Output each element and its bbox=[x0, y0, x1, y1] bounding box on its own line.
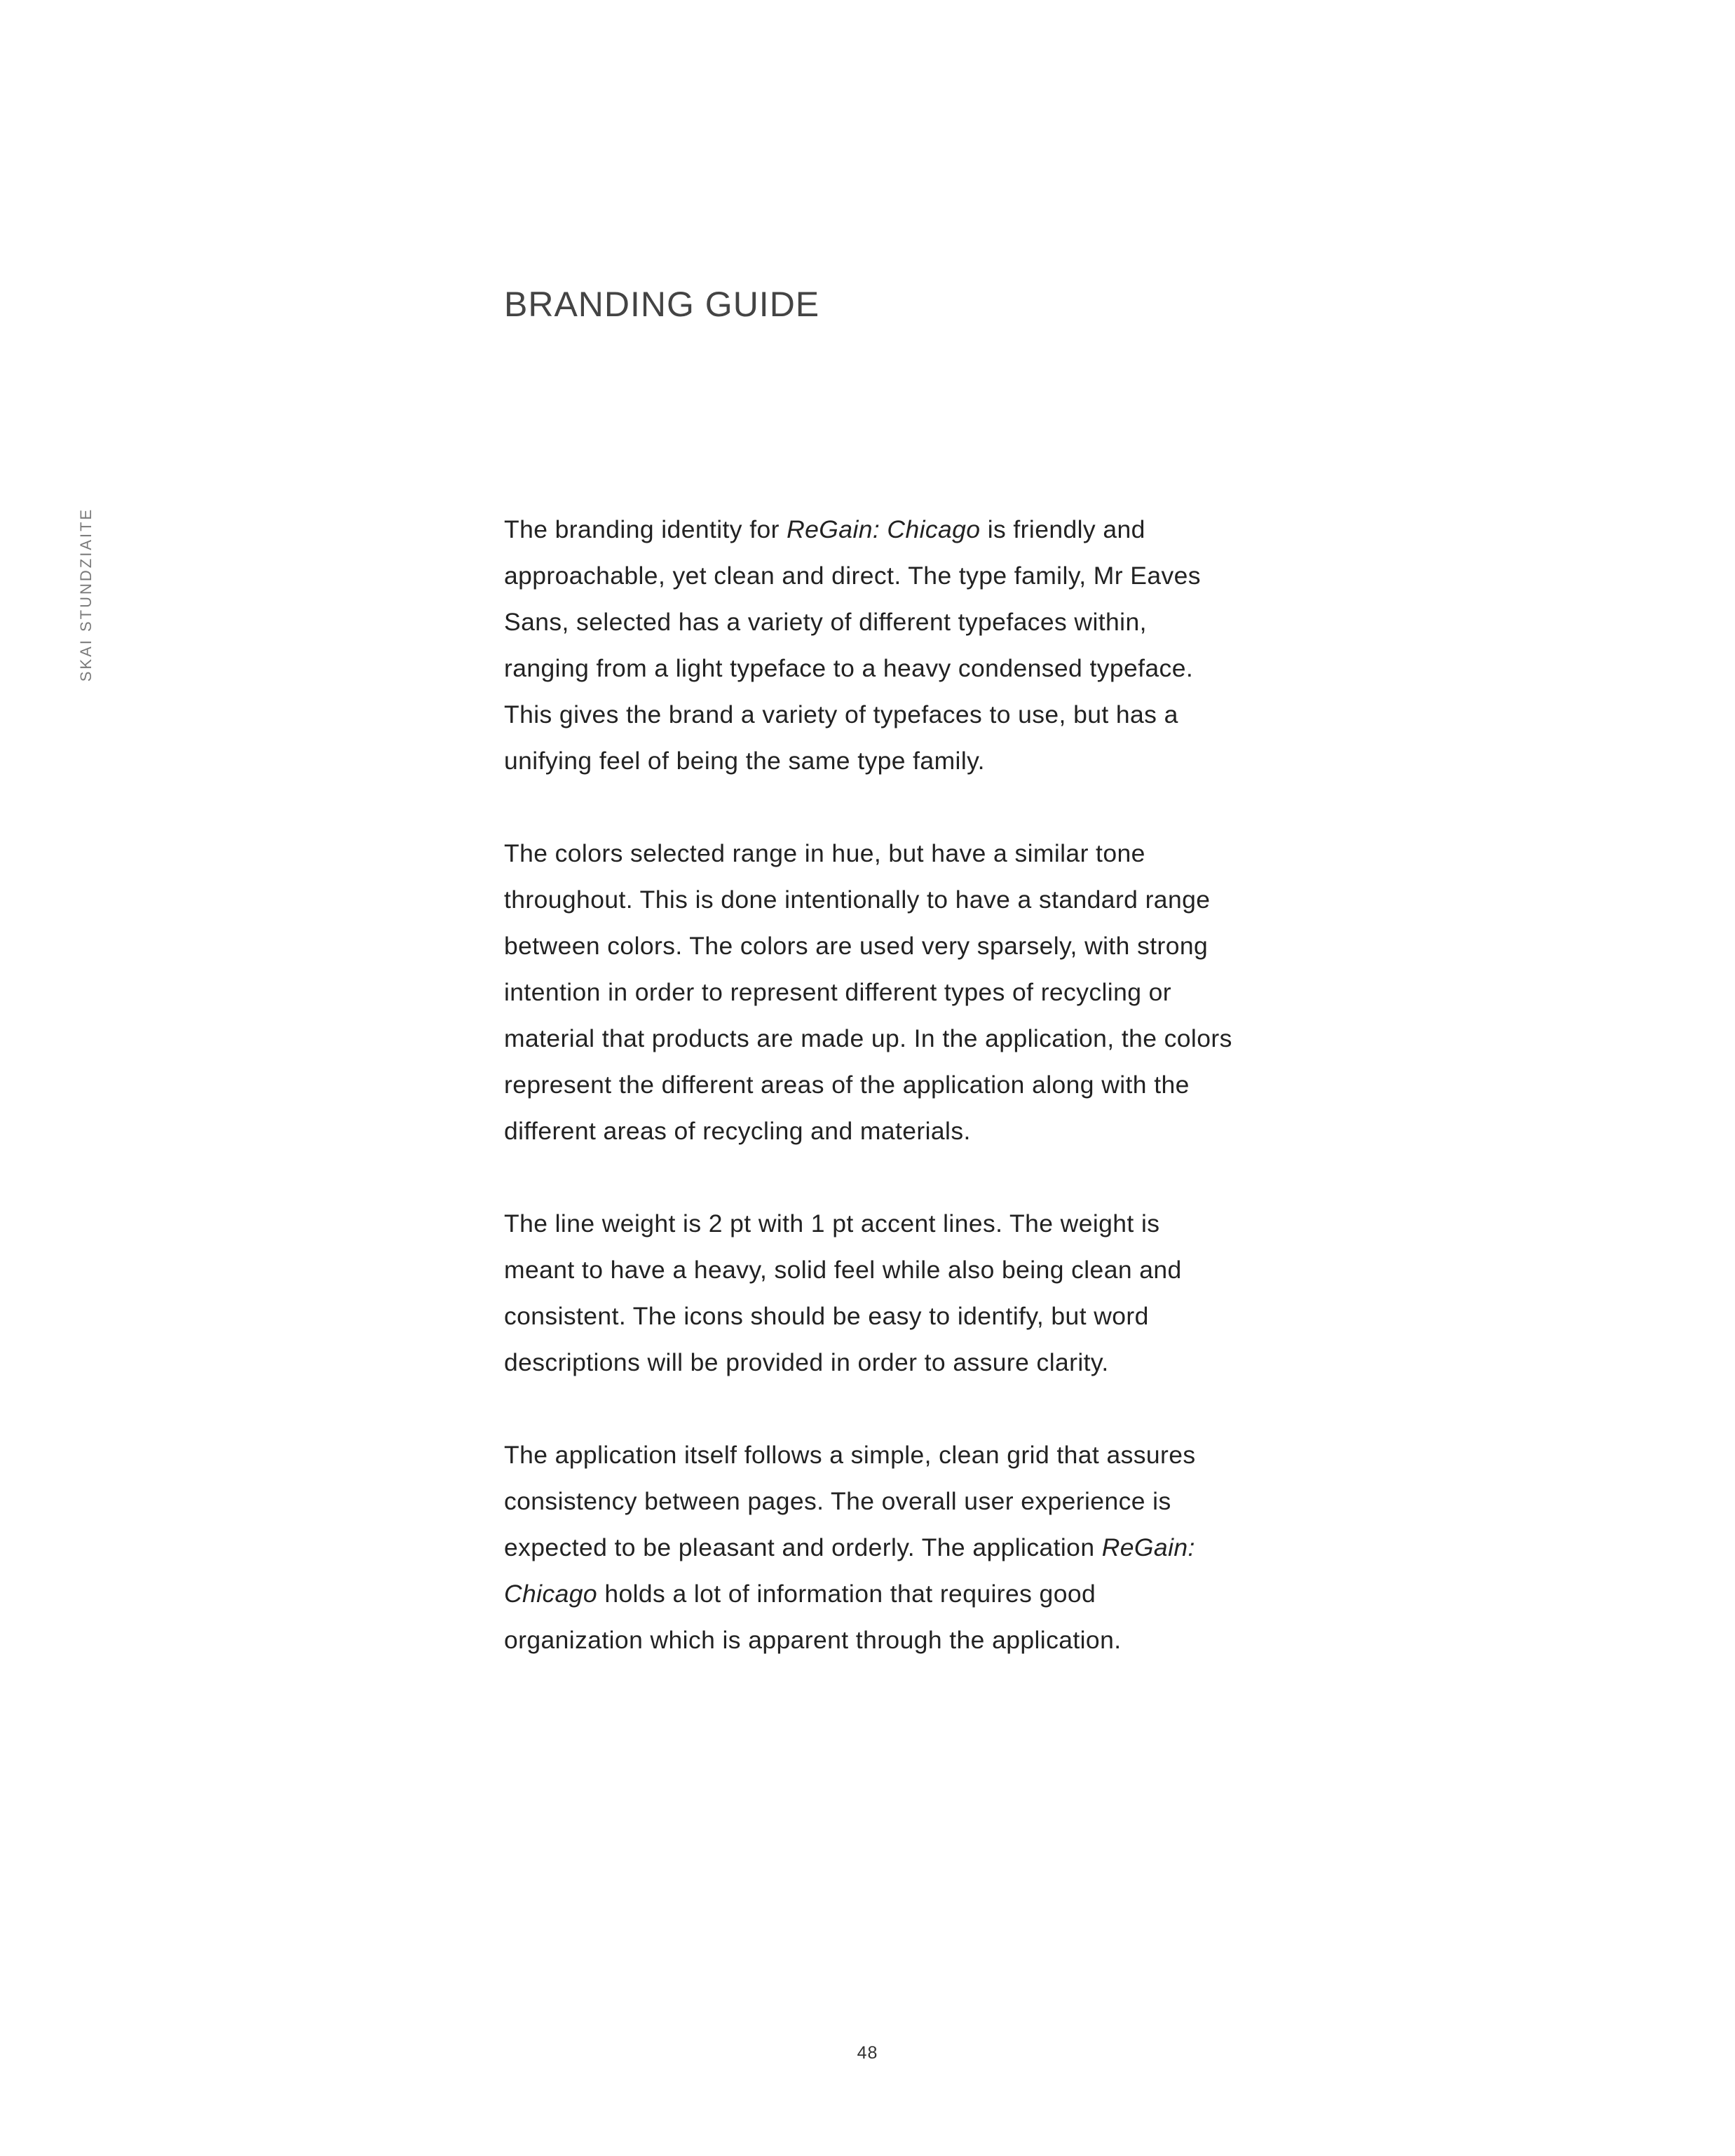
paragraph-text: is friendly and approachable, yet clean and direct. The type family, Mr Eaves Sans, selected has a variety of different typefaces within, ranging from a light typeface to a heavy condensed typeface. This gives the brand a variety of typefaces to use, but has a unifying feel of being the same type family. bbox=[504, 515, 1201, 775]
app-name-emphasis: ReGain: Chicago bbox=[504, 1533, 1195, 1608]
body-text bbox=[504, 506, 1233, 1709]
paragraph-colors: The colors selected range in hue, but have a similar tone throughout. This is done intentionally to have a standard range between colors. The colors are used very sparsely, with strong intention in order to represent different types of recycling or material that products are made up. In the application, the colors represent the different areas of the application along with the different areas of recycling and materials. bbox=[504, 839, 1232, 1145]
paragraph-text: The application itself follows a simple, clean grid that assures consistency between pages. The overall user experience is expected to be pleasant and orderly. The application bbox=[504, 1441, 1196, 1561]
page-title: BRANDING GUIDE bbox=[504, 285, 820, 324]
paragraph-branding-identity bbox=[504, 506, 1233, 784]
paragraph-text: holds a lot of information that requires good organization which is apparent through the application. bbox=[504, 1580, 1122, 1654]
app-name-emphasis: ReGain: Chicago bbox=[787, 515, 981, 543]
page-number: 48 bbox=[857, 2043, 878, 2063]
author-sidebar bbox=[72, 507, 100, 682]
author-name: SKAI STUNDZIAITE bbox=[77, 507, 95, 682]
paragraph-text: The branding identity for bbox=[504, 515, 787, 543]
paragraph-line-weight: The line weight is 2 pt with 1 pt accent lines. The weight is meant to have a heavy, solid feel while also being clean and consistent. The icons should be easy to identify, but word descriptions will be provided in order to assure clarity. bbox=[504, 1209, 1182, 1376]
paragraph-application-grid bbox=[504, 1432, 1233, 1663]
